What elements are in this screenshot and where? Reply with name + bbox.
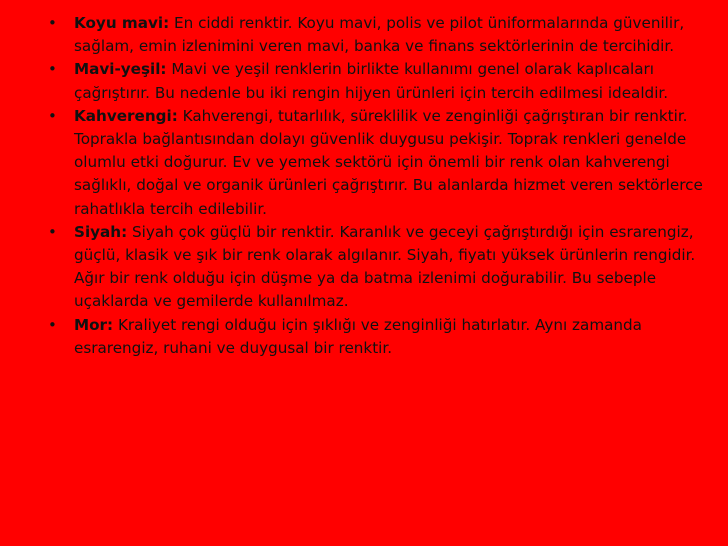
bullet-icon: • bbox=[48, 222, 57, 241]
bullet-item-kahverengi bbox=[44, 105, 708, 221]
bullet-icon: • bbox=[48, 315, 57, 334]
bullet-term: Siyah: bbox=[74, 222, 128, 241]
bullet-item-mavi-yesil bbox=[44, 58, 708, 104]
bullet-term: Kahverengi: bbox=[74, 106, 178, 125]
bullet-term: Koyu mavi: bbox=[74, 14, 170, 32]
bullet-item-mor bbox=[44, 314, 708, 360]
bullet-text: Kahverengi, tutarlılık, süreklilik ve zenginliği çağrıştıran bir renktir. Toprakla bağlantısından dolayı güvenlik duygusu pekişir. Toprak renkleri genelde olumlu etki doğurur. Ev ve yemek sektörü için önemli bir renk olan kahverengi sağlıklı, doğal ve organik ürünleri çağrıştırır. Bu alanlarda hizmet veren sektörlerce rahatlıkla tercih edilebilir. bbox=[74, 106, 703, 218]
bullet-text: Siyah çok güçlü bir renktir. Karanlık ve geceyi çağrıştırdığı için esrarengiz, güçlü, klasik ve şık bir renk olarak algılanır. Siyah, fiyatı yüksek ürünlerin rengidir. Ağır bir renk olduğu için düşme ya da batma izlenimi doğurabilir. Bu sebeple uçaklarda ve gemilerde kullanılmaz. bbox=[74, 222, 696, 311]
bullet-icon: • bbox=[48, 106, 57, 125]
bullet-text: En ciddi renktir. Koyu mavi, polis ve pilot üniformalarında güvenilir, sağlam, emin izlenimini veren mavi, banka ve finans sektörlerinin de tercihidir. bbox=[74, 14, 685, 56]
bullet-icon: • bbox=[48, 14, 57, 32]
bullet-item-koyu-mavi bbox=[44, 12, 708, 58]
bullet-term: Mor: bbox=[74, 315, 114, 334]
bullet-term: Mavi-yeşil: bbox=[74, 60, 167, 79]
bullet-text: Mavi ve yeşil renklerin birlikte kullanımı genel olarak kaplıcaları çağrıştırır. Bu nedenle bu iki rengin hijyen ürünleri için tercih edilmesi idealdir. bbox=[74, 60, 669, 102]
bullet-list bbox=[44, 12, 708, 360]
bullet-icon: • bbox=[48, 60, 57, 79]
bullet-item-siyah bbox=[44, 221, 708, 314]
bullet-text: Kraliyet rengi olduğu için şıklığı ve zenginliği hatırlatır. Aynı zamanda esrarengiz, ruhani ve duygusal bir renktir. bbox=[74, 315, 642, 357]
